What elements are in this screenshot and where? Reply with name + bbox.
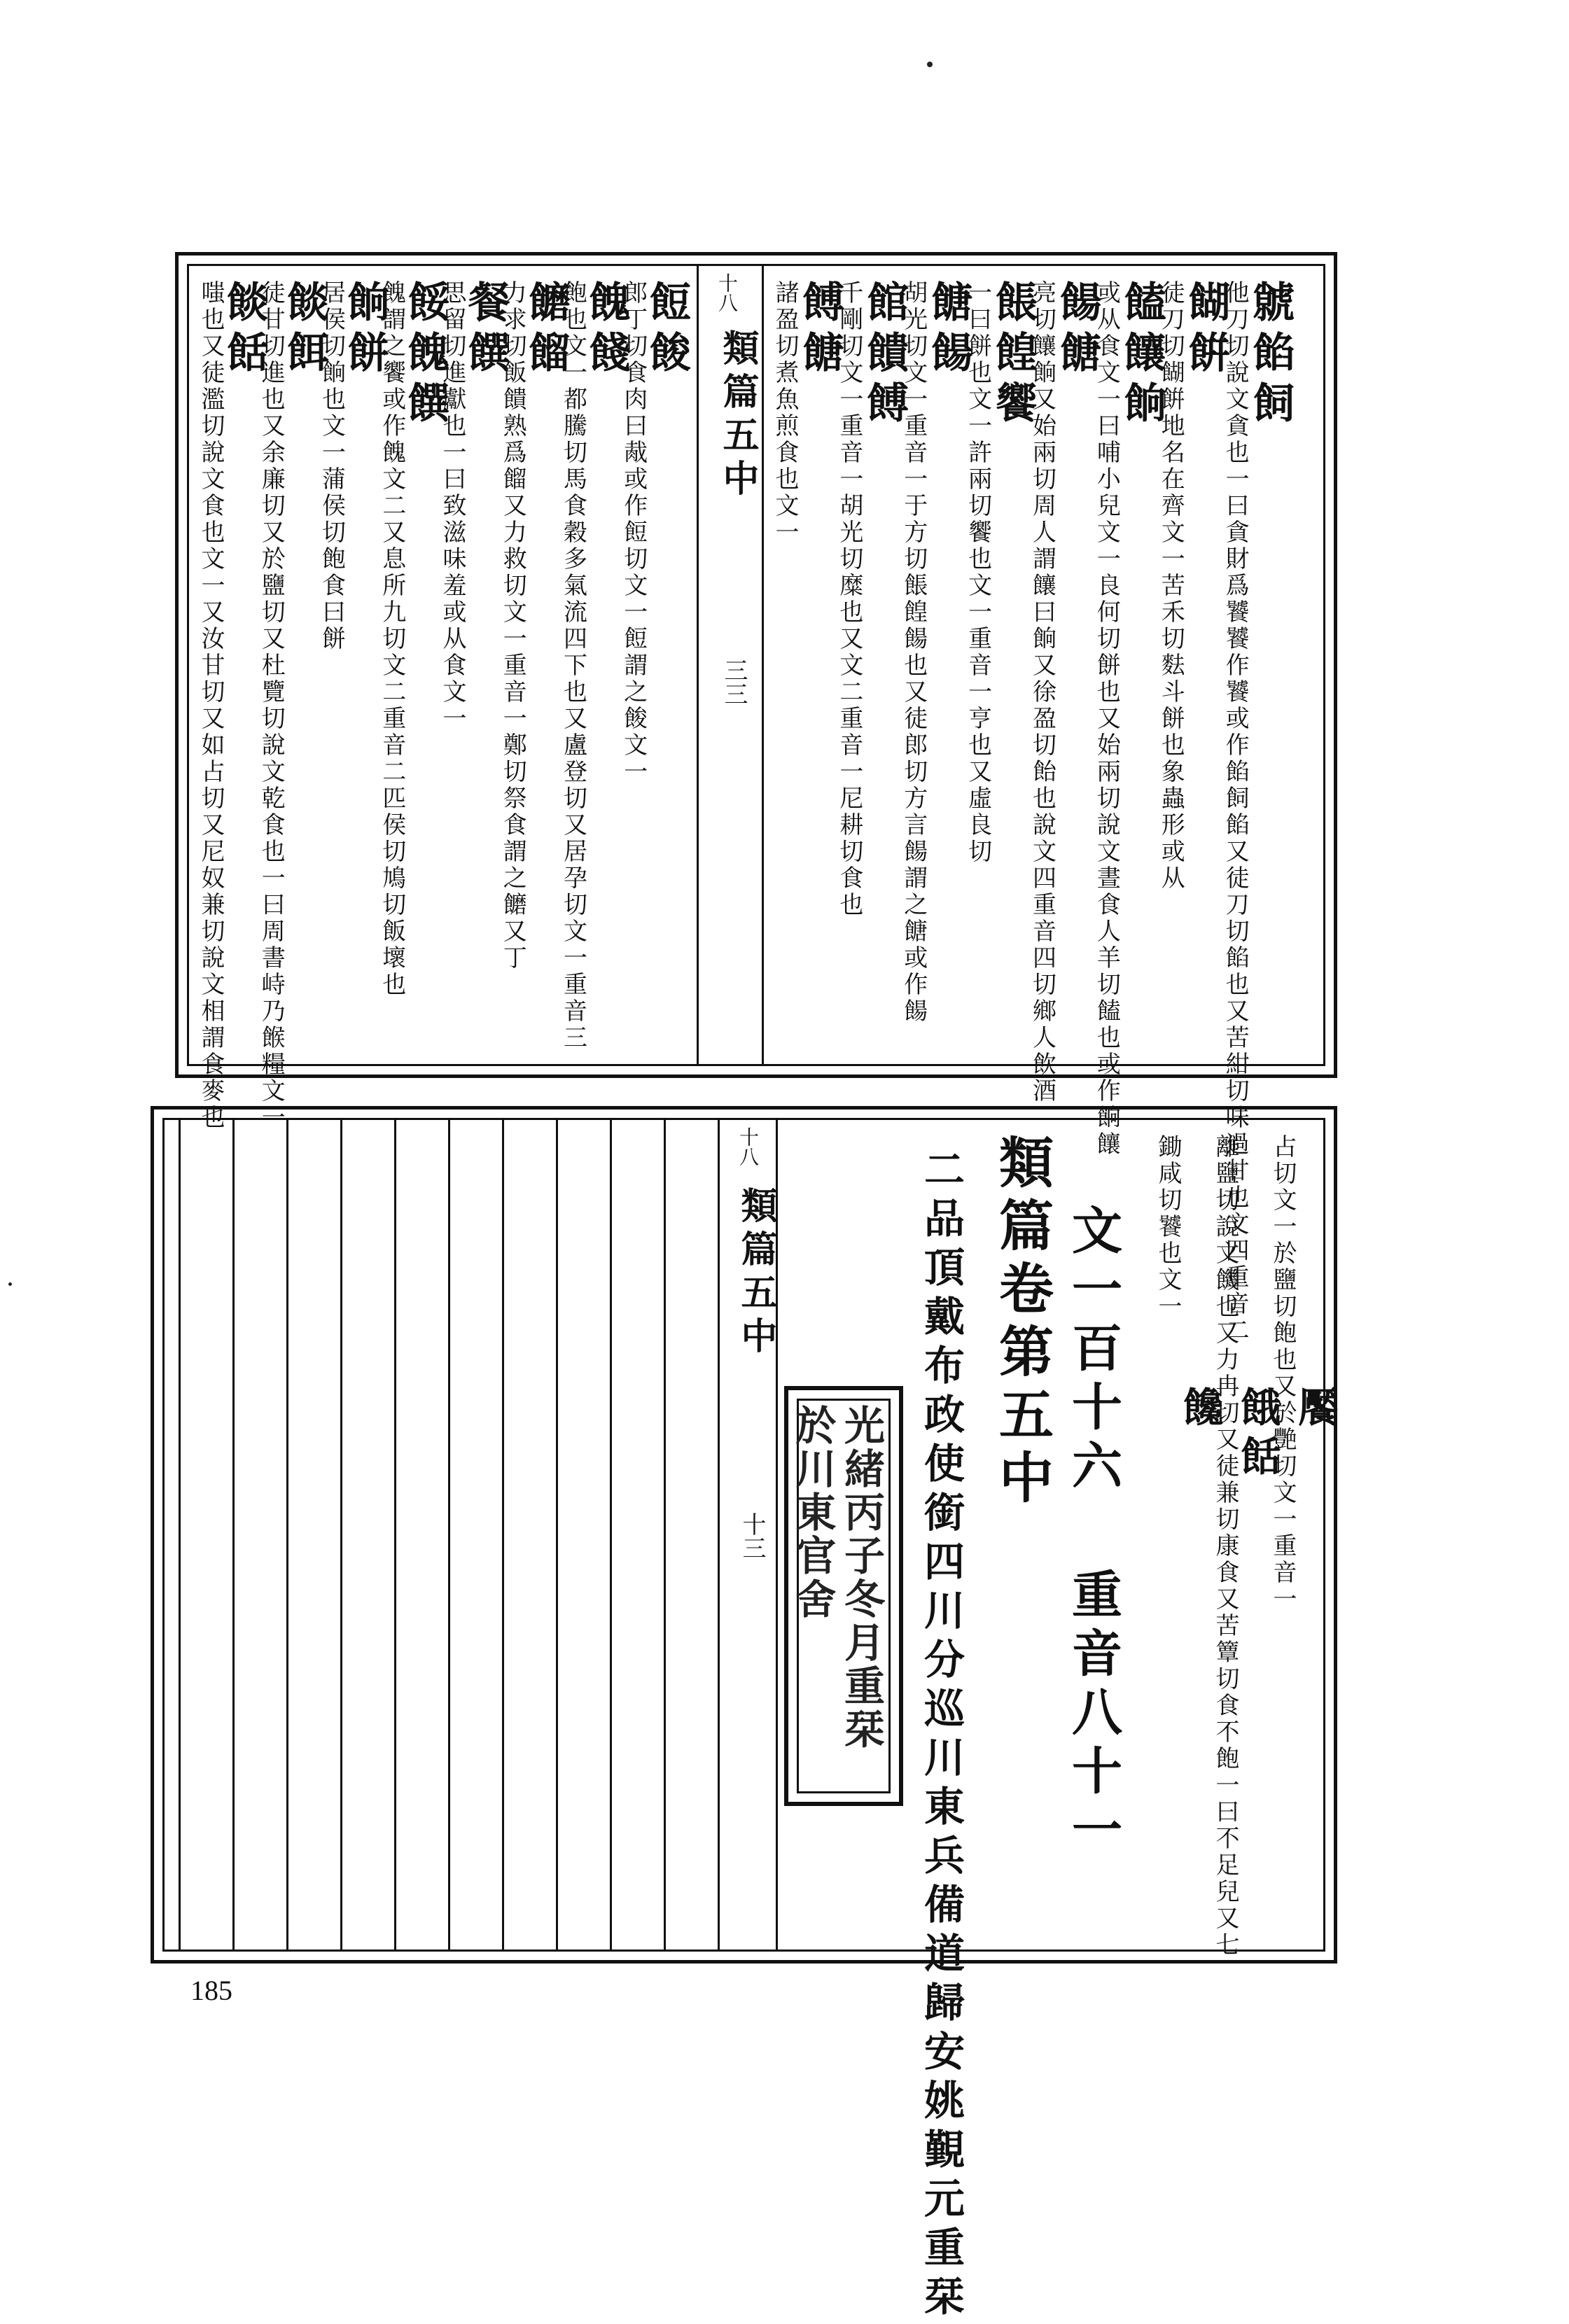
gloss-column: 飽也文一都騰切馬食穀多氣流四下也又盧登切又居孕切文一重音三 <box>559 280 587 1051</box>
collector-seal <box>784 1386 903 1806</box>
headword-column: 餤餂 <box>219 280 269 381</box>
headword-column: 虩餡飼 <box>1246 280 1295 431</box>
colophon: 二品頂戴布政使銜四川分巡川東兵備道歸安姚覲元重栞 <box>917 1148 965 2324</box>
top-strip-marker: 十八 <box>716 273 739 312</box>
gloss-column: 離鹽切說文饑也又力冉切又徒兼切康食又苦簟切食不飽一曰不足兒又七 <box>1211 1134 1239 1959</box>
column-rule <box>556 1120 558 1949</box>
gloss-column: 千剛切文一重音一胡光切糜也又文二重音一尼耕切食也 <box>835 280 863 918</box>
top-center-label: 類篇五中 <box>716 329 759 503</box>
print-speck <box>927 62 933 67</box>
summary-count: 文一百十六 <box>1064 1204 1123 1498</box>
gloss-column: 思留切進獻也一曰致滋味羞或从食文一 <box>438 280 466 732</box>
volume-title: 類篇卷第五中 <box>990 1134 1054 1512</box>
headword-column: 餉餅 <box>340 280 390 381</box>
headword-column: 餐饌 <box>461 280 510 381</box>
column-rule <box>394 1120 396 1949</box>
gloss-column: 他刀切說文貪也一曰貪財爲饕饕作饕或作餡飼餡又徒刀切餡也又苦紺切味過甘也文四重音二 <box>1221 280 1250 1344</box>
seal-text: 光緒丙子冬月重栞於川東官舍 <box>788 1404 885 1751</box>
gloss-column: 力求切飯饋熟爲餾又力救切文一重音一鄭切祭食謂之饝又丁 <box>498 280 527 972</box>
headword-column: 餽餞 <box>582 280 632 381</box>
headword-column: 餺餹 <box>795 280 845 381</box>
bottom-center-label: 類篇五中 <box>734 1186 777 1360</box>
column-rule <box>448 1120 450 1949</box>
gloss-column: 徒甘切進也又余廉切又於鹽切又杜覽切說文乾食也一曰周書峙乃餱糧文一 <box>257 280 286 1131</box>
headword-column: 餓餂 <box>1234 1386 1281 1484</box>
gloss-column: 或从食文一曰哺小兒文一良何切餅也又始兩切說文晝食人羊切饁也或作餉饟 <box>1092 280 1121 1158</box>
gloss-column: 郎丁切食肉曰胾或作餖切文一餖謂之餕文一 <box>619 280 648 785</box>
bottom-strip-marker: 十八 <box>737 1127 760 1166</box>
column-rule <box>286 1120 288 1949</box>
bottom-center-page: 十三 <box>738 1512 766 1560</box>
headword-column: 餦餭饗 <box>988 280 1038 431</box>
headword-column: 饜 <box>1291 1386 1339 1435</box>
headword-column: 餤餌 <box>280 280 330 381</box>
column-rule <box>232 1120 235 1949</box>
gloss-column: 一曰餅也文一許兩切饗也文一重音一亨也又虛良切 <box>963 280 992 865</box>
headword-column: 饝餾 <box>522 280 571 381</box>
gloss-column: 餽謂之饗或作餽文二又息所九切文二重音二匹侯切鳩切飯壞也 <box>377 280 406 998</box>
column-rule <box>664 1120 666 1949</box>
headword-column: 餬餠 <box>1181 280 1231 381</box>
column-rule <box>502 1120 504 1949</box>
headword-column: 館饋餺 <box>860 280 909 431</box>
bottom-center-strip <box>718 1120 778 1949</box>
headword-column: 饁饟餉 <box>1117 280 1166 431</box>
column-rule <box>340 1120 342 1949</box>
gloss-column: 鋤咸切饕也文一 <box>1154 1134 1182 1320</box>
top-center-page: 三三 <box>720 658 748 706</box>
gloss-column: 諸盈切煮魚煎食也文一 <box>771 280 799 546</box>
gloss-column: 占切文一於鹽切飽也又於艷切文一重音一 <box>1269 1134 1297 1613</box>
headword-column: 餒餽饌 <box>400 280 450 431</box>
headword-column: 餳餹 <box>1052 280 1102 381</box>
column-rule <box>610 1120 612 1949</box>
gloss-column: 嗤也又徒濫切說文食也文一又汝甘切又如占切又尼奴兼切說文相謂食麥也 <box>197 280 225 1131</box>
gloss-column: 亮切饟餉又始兩切周人謂饟曰餉又徐盈切飴也說文四重音四切鄉人飲酒 <box>1028 280 1057 1105</box>
summary-repeat: 重音八十一 <box>1064 1568 1123 1862</box>
column-rule <box>179 1120 181 1949</box>
headword-column: 饞 <box>1176 1386 1224 1435</box>
headword-column: 餹餳 <box>924 280 974 381</box>
top-center-strip <box>697 266 764 1064</box>
headword-column: 餖餕 <box>642 280 692 381</box>
print-speck <box>8 1282 12 1286</box>
gloss-column: 徒刀切餬餠地名在齊文一苦禾切麮斗餅也象蟲形或从 <box>1157 280 1185 892</box>
gloss-column: 胡光切文一重音一于方切餦餭餳也又徒郎切方言餳謂之餹或作餳 <box>899 280 928 1025</box>
gloss-column: 居侯切餉也文一蒲侯切飽食曰餅 <box>317 280 346 652</box>
page-number: 185 <box>190 1975 232 2006</box>
